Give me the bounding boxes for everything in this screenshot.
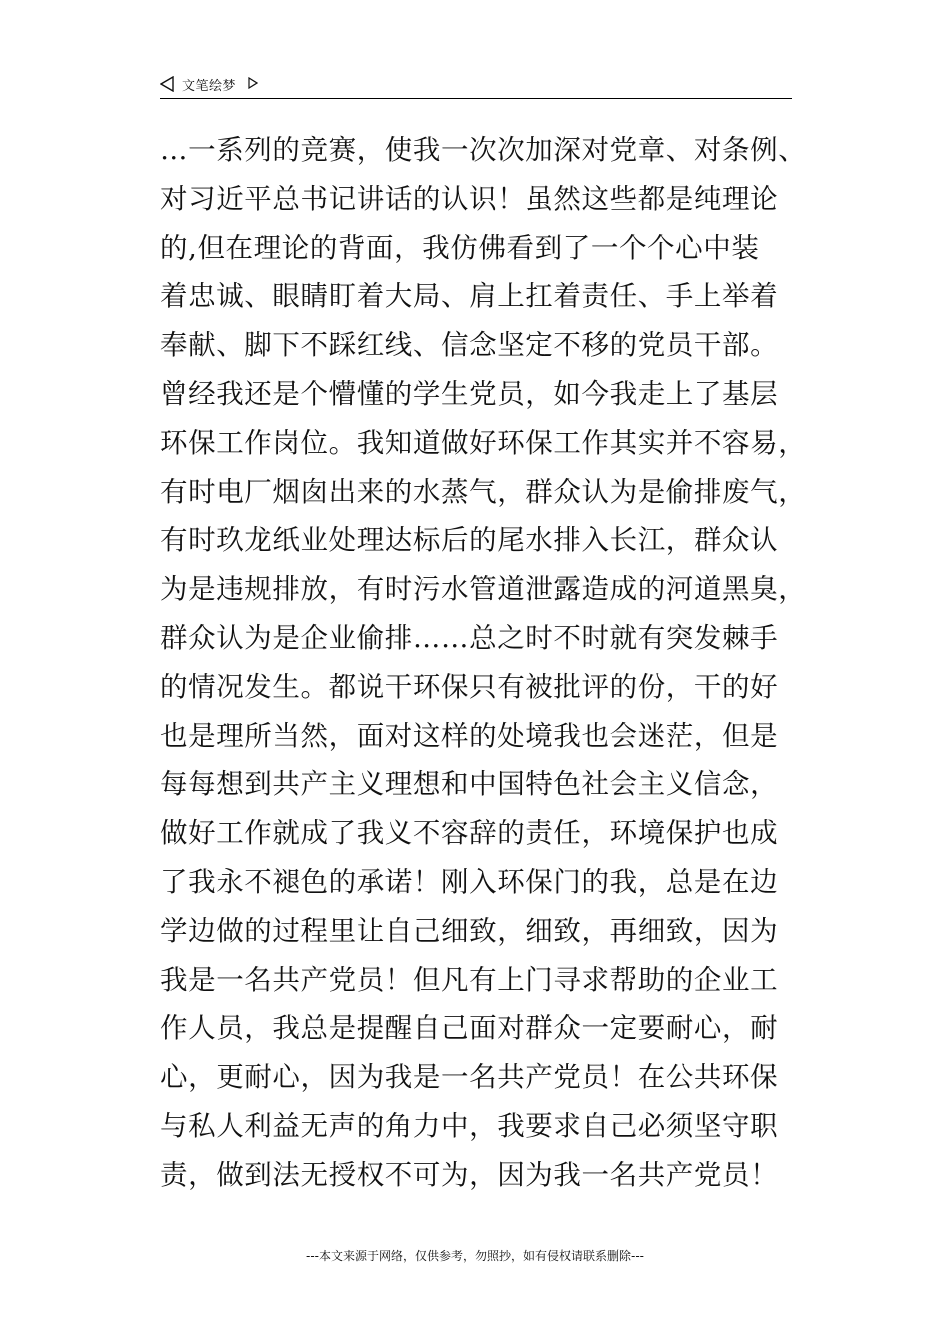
text-line: 也是理所当然，面对这样的处境我也会迷茫，但是 (160, 719, 779, 752)
text-line: 有时电厂烟囱出来的水蒸气，群众认为是偷排废气， (160, 475, 807, 508)
text-line: 着忠诚、眼睛盯着大局、肩上扛着责任、手上举着 (160, 280, 779, 313)
body-paragraph (160, 126, 810, 1200)
text-line: 环保工作岗位。我知道做好环保工作其实并不容易， (160, 426, 807, 459)
text-line: …一系列的竞赛，使我一次次加深对党章、对条例、 (160, 134, 807, 166)
triangle-left-icon (160, 76, 174, 92)
header-title: 文笔绘梦 (182, 79, 237, 94)
text-line: 与私人利益无声的角力中，我要求自己必须坚守职 (160, 1109, 779, 1142)
text-line: 作人员，我总是提醒自己面对群众一定要耐心，耐 (160, 1012, 779, 1045)
text-line: 对习近平总书记讲话的认识！虽然这些都是纯理论 (160, 182, 779, 215)
text-line: 做好工作就成了我义不容辞的责任，环境保护也成 (160, 817, 779, 850)
text-line: 群众认为是企业偷排……总之时不时就有突发棘手 (160, 621, 779, 654)
text-line: 曾经我还是个懵懂的学生党员，如今我走上了基层 (160, 377, 779, 410)
text-line: 了我永不褪色的承诺！刚入环保门的我，总是在边 (160, 865, 779, 898)
text-line: 责，做到法无授权不可为，因为我一名共产党员！ (160, 1158, 779, 1191)
text-line: 的情况发生。都说干环保只有被批评的份，干的好 (160, 670, 779, 703)
text-line: 奉献、脚下不踩红线、信念坚定不移的党员干部。 (160, 329, 779, 362)
text-line: 每每想到共产主义理想和中国特色社会主义信念， (160, 768, 779, 801)
footer-disclaimer: ---本文来源于网络，仅供参考，勿照抄，如有侵权请联系删除--- (306, 1249, 644, 1263)
text-line: 心，更耐心，因为我是一名共产党员！在公共环保 (160, 1061, 779, 1094)
text-line: 学边做的过程里让自己细致，细致，再细致，因为 (160, 914, 779, 947)
triangle-right-icon (248, 77, 258, 89)
text-line: 有时玖龙纸业处理达标后的尾水排入长江，群众认 (160, 524, 779, 557)
text-line: 的,但在理论的背面，我仿佛看到了一个个心中装 (160, 231, 760, 264)
text-line: 我是一名共产党员！但凡有上门寻求帮助的企业工 (160, 963, 779, 996)
page-header (160, 74, 792, 99)
text-line: 为是违规排放，有时污水管道泄露造成的河道黑臭， (160, 573, 807, 606)
